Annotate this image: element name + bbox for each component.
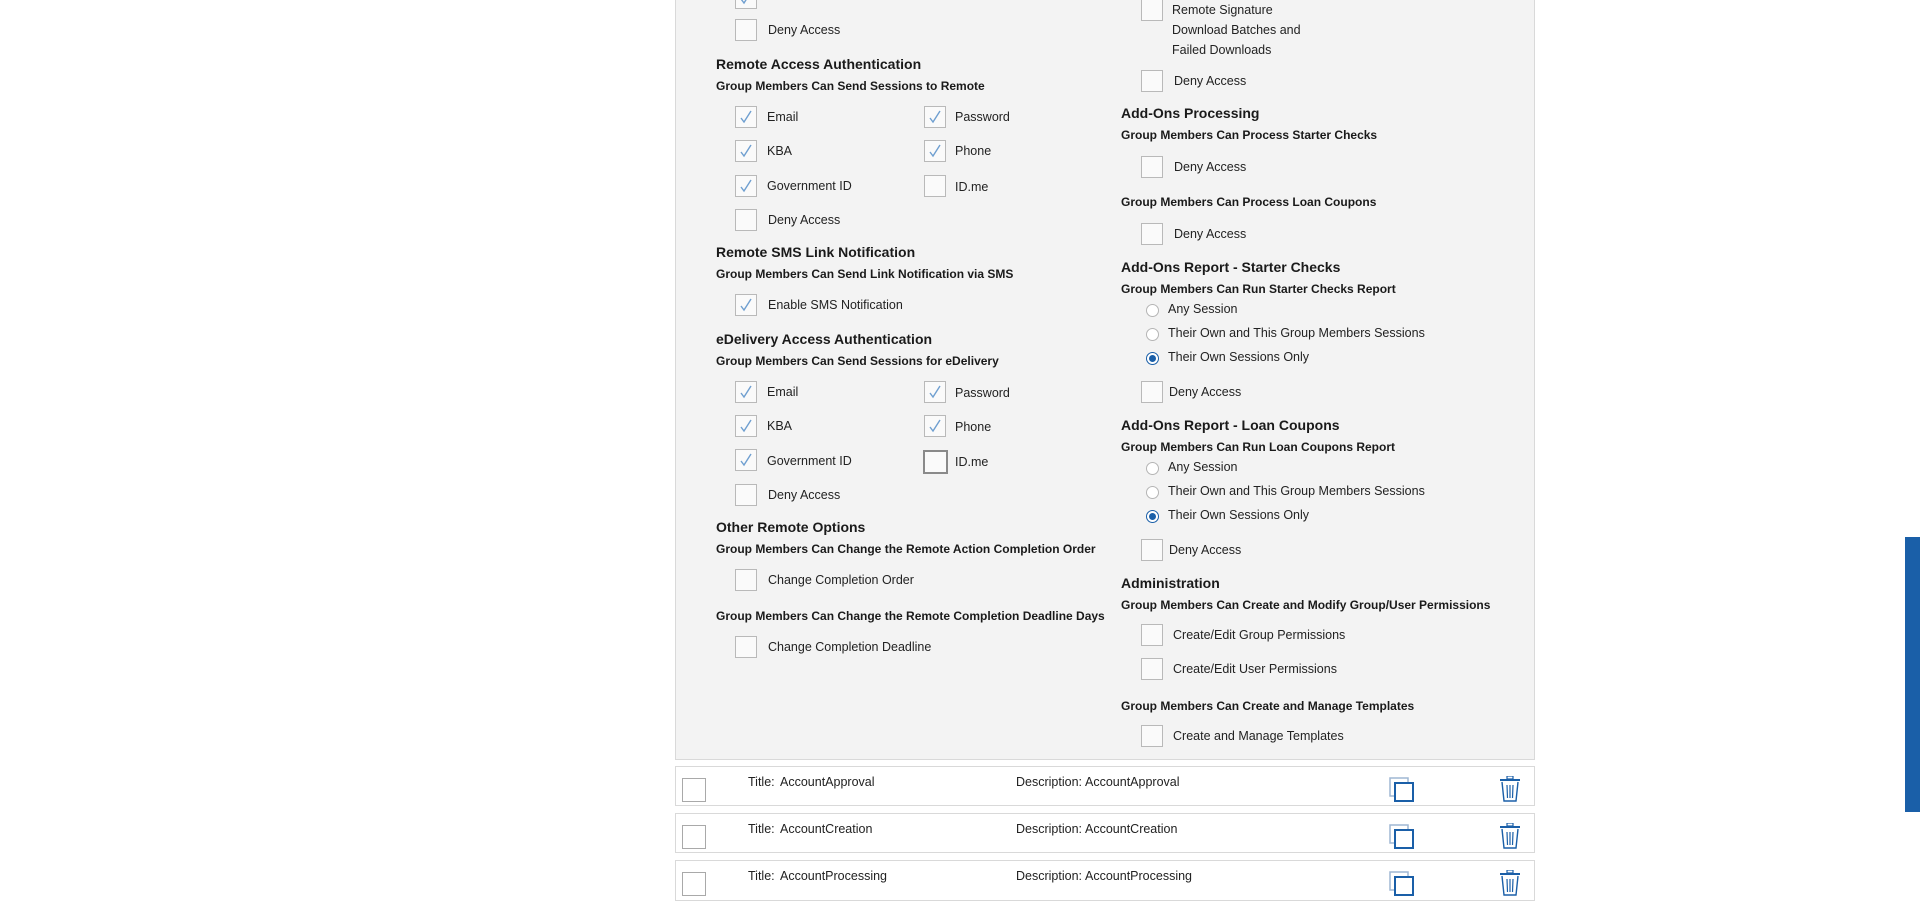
edelivery-auth-title: eDelivery Access Authentication (716, 331, 933, 347)
addons-processing-title: Add-Ons Processing (1121, 105, 1260, 121)
edit-user-permissions-label: Create/Edit User Permissions (1173, 662, 1337, 676)
group-title: AccountApproval (780, 775, 875, 789)
loan-report-deny-label: Deny Access (1169, 543, 1242, 557)
loan-own-group-radio[interactable] (1146, 486, 1159, 499)
sms-enable-label: Enable SMS Notification (768, 298, 903, 312)
edelivery-phone-checkbox[interactable] (924, 415, 946, 437)
starter-any-session-radio[interactable] (1146, 304, 1159, 317)
group-title: AccountProcessing (780, 869, 888, 883)
remote-kba-label: KBA (767, 144, 793, 158)
change-deadline-label: Change Completion Deadline (768, 640, 932, 654)
starter-own-group-label: Their Own and This Group Members Sessions (1168, 326, 1425, 340)
copy-icon[interactable] (1388, 776, 1416, 804)
remote-password-checkbox[interactable] (924, 106, 946, 128)
edelivery-email-label: Email (767, 385, 799, 399)
manage-templates-checkbox[interactable] (1141, 725, 1163, 747)
edelivery-deny-checkbox[interactable] (735, 484, 757, 506)
group-row-checkbox[interactable] (682, 872, 706, 896)
other-remote-subtitle-deadline: Group Members Can Change the Remote Completion Deadline Days (716, 609, 1105, 623)
remote-deny-checkbox[interactable] (735, 209, 757, 231)
edelivery-idme-label: ID.me (955, 455, 989, 469)
manage-templates-label: Create and Manage Templates (1173, 729, 1344, 743)
other-remote-subtitle-order: Group Members Can Change the Remote Action Completion Order (716, 542, 1096, 556)
group-row[interactable] (675, 813, 1535, 853)
sms-enable-checkbox[interactable] (735, 294, 757, 316)
edelivery-kba-checkbox[interactable] (735, 415, 757, 437)
group-title-label: Title: (748, 822, 775, 836)
remote-kba-checkbox[interactable] (735, 140, 757, 162)
edelivery-email-checkbox[interactable] (735, 381, 757, 403)
group-description: AccountApproval (1085, 775, 1180, 789)
remote-gov-id-label: Government ID (767, 179, 852, 193)
remote-signature-label-1: Remote Signature (1172, 3, 1273, 17)
group-description-label: Description: (1016, 869, 1082, 883)
loan-own-only-radio[interactable] (1146, 510, 1159, 523)
trash-icon[interactable] (1499, 870, 1521, 896)
remote-phone-checkbox[interactable] (924, 140, 946, 162)
group-row[interactable] (675, 766, 1535, 806)
remote-sms-title: Remote SMS Link Notification (716, 244, 916, 260)
addons-processing-subtitle-loan: Group Members Can Process Loan Coupons (1121, 195, 1377, 209)
edit-group-permissions-checkbox[interactable] (1141, 624, 1163, 646)
deny-access-checkbox[interactable] (735, 19, 757, 41)
remote-access-auth-title: Remote Access Authentication (716, 56, 922, 72)
report-starter-title: Add-Ons Report - Starter Checks (1121, 259, 1341, 275)
other-remote-title: Other Remote Options (716, 519, 866, 535)
change-order-label: Change Completion Order (768, 573, 914, 587)
administration-title: Administration (1121, 575, 1220, 591)
change-deadline-checkbox[interactable] (735, 636, 757, 658)
starter-own-only-radio[interactable] (1146, 352, 1159, 365)
loan-any-session-radio[interactable] (1146, 462, 1159, 475)
remote-signature-checkbox[interactable] (1141, 0, 1163, 21)
group-row-checkbox[interactable] (682, 825, 706, 849)
group-description-label: Description: (1016, 822, 1082, 836)
group-title-label: Title: (748, 775, 775, 789)
starter-own-group-radio[interactable] (1146, 328, 1159, 341)
group-row-checkbox[interactable] (682, 778, 706, 802)
edelivery-kba-label: KBA (767, 419, 793, 433)
remote-signature-label-2: Download Batches and (1172, 23, 1301, 37)
group-title: AccountCreation (780, 822, 873, 836)
group-description: AccountProcessing (1085, 869, 1193, 883)
trash-icon[interactable] (1499, 776, 1521, 802)
loan-report-deny-checkbox[interactable] (1141, 539, 1163, 561)
starter-deny-checkbox[interactable] (1141, 156, 1163, 178)
report-loan-title: Add-Ons Report - Loan Coupons (1121, 417, 1340, 433)
remote-password-label: Password (955, 110, 1010, 124)
starter-own-only-label: Their Own Sessions Only (1168, 350, 1310, 364)
remote-gov-id-checkbox[interactable] (735, 175, 757, 197)
addons-processing-subtitle-starter: Group Members Can Process Starter Checks (1121, 128, 1378, 142)
group-description-label: Description: (1016, 775, 1082, 789)
copy-icon[interactable] (1388, 870, 1416, 898)
report-loan-subtitle: Group Members Can Run Loan Coupons Report (1121, 440, 1396, 454)
edit-user-permissions-checkbox[interactable] (1141, 658, 1163, 680)
edelivery-phone-label: Phone (955, 420, 992, 434)
scrollbar-thumb[interactable] (1905, 537, 1920, 812)
edelivery-idme-checkbox[interactable] (923, 450, 948, 474)
starter-report-deny-label: Deny Access (1169, 385, 1242, 399)
loan-any-session-label: Any Session (1168, 460, 1238, 474)
loan-deny-label: Deny Access (1174, 227, 1247, 241)
remote-phone-label: Phone (955, 144, 992, 158)
administration-subtitle-templates: Group Members Can Create and Manage Templates (1121, 699, 1415, 713)
top-right-deny-label: Deny Access (1174, 74, 1247, 88)
loan-own-only-label: Their Own Sessions Only (1168, 508, 1310, 522)
remote-sms-subtitle: Group Members Can Send Link Notification via SMS (716, 267, 1014, 281)
remote-idme-checkbox[interactable] (924, 175, 946, 197)
partial-checkbox[interactable] (735, 0, 757, 9)
administration-subtitle-permissions: Group Members Can Create and Modify Group/User Permissions (1121, 598, 1491, 612)
edelivery-password-label: Password (955, 386, 1010, 400)
remote-email-label: Email (767, 110, 799, 124)
edelivery-auth-subtitle: Group Members Can Send Sessions for eDelivery (716, 354, 999, 368)
change-order-checkbox[interactable] (735, 569, 757, 591)
copy-icon[interactable] (1388, 823, 1416, 851)
edelivery-gov-id-checkbox[interactable] (735, 449, 757, 471)
group-row[interactable] (675, 860, 1535, 901)
group-description: AccountCreation (1085, 822, 1178, 836)
starter-any-session-label: Any Session (1168, 302, 1238, 316)
edit-group-permissions-label: Create/Edit Group Permissions (1173, 628, 1346, 642)
remote-deny-label: Deny Access (768, 213, 841, 227)
starter-deny-label: Deny Access (1174, 160, 1247, 174)
trash-icon[interactable] (1499, 823, 1521, 849)
remote-email-checkbox[interactable] (735, 106, 757, 128)
loan-own-group-label: Their Own and This Group Members Sessions (1168, 484, 1425, 498)
starter-report-deny-checkbox[interactable] (1141, 381, 1163, 403)
edelivery-gov-id-label: Government ID (767, 454, 852, 468)
deny-access-label: Deny Access (768, 23, 841, 37)
edelivery-deny-label: Deny Access (768, 488, 841, 502)
remote-access-auth-subtitle: Group Members Can Send Sessions to Remote (716, 79, 985, 93)
remote-signature-label-3: Failed Downloads (1172, 43, 1272, 57)
remote-idme-label: ID.me (955, 180, 989, 194)
group-title-label: Title: (748, 869, 775, 883)
edelivery-password-checkbox[interactable] (924, 381, 946, 403)
report-starter-subtitle: Group Members Can Run Starter Checks Report (1121, 282, 1396, 296)
top-right-deny-checkbox[interactable] (1141, 70, 1163, 92)
loan-deny-checkbox[interactable] (1141, 223, 1163, 245)
